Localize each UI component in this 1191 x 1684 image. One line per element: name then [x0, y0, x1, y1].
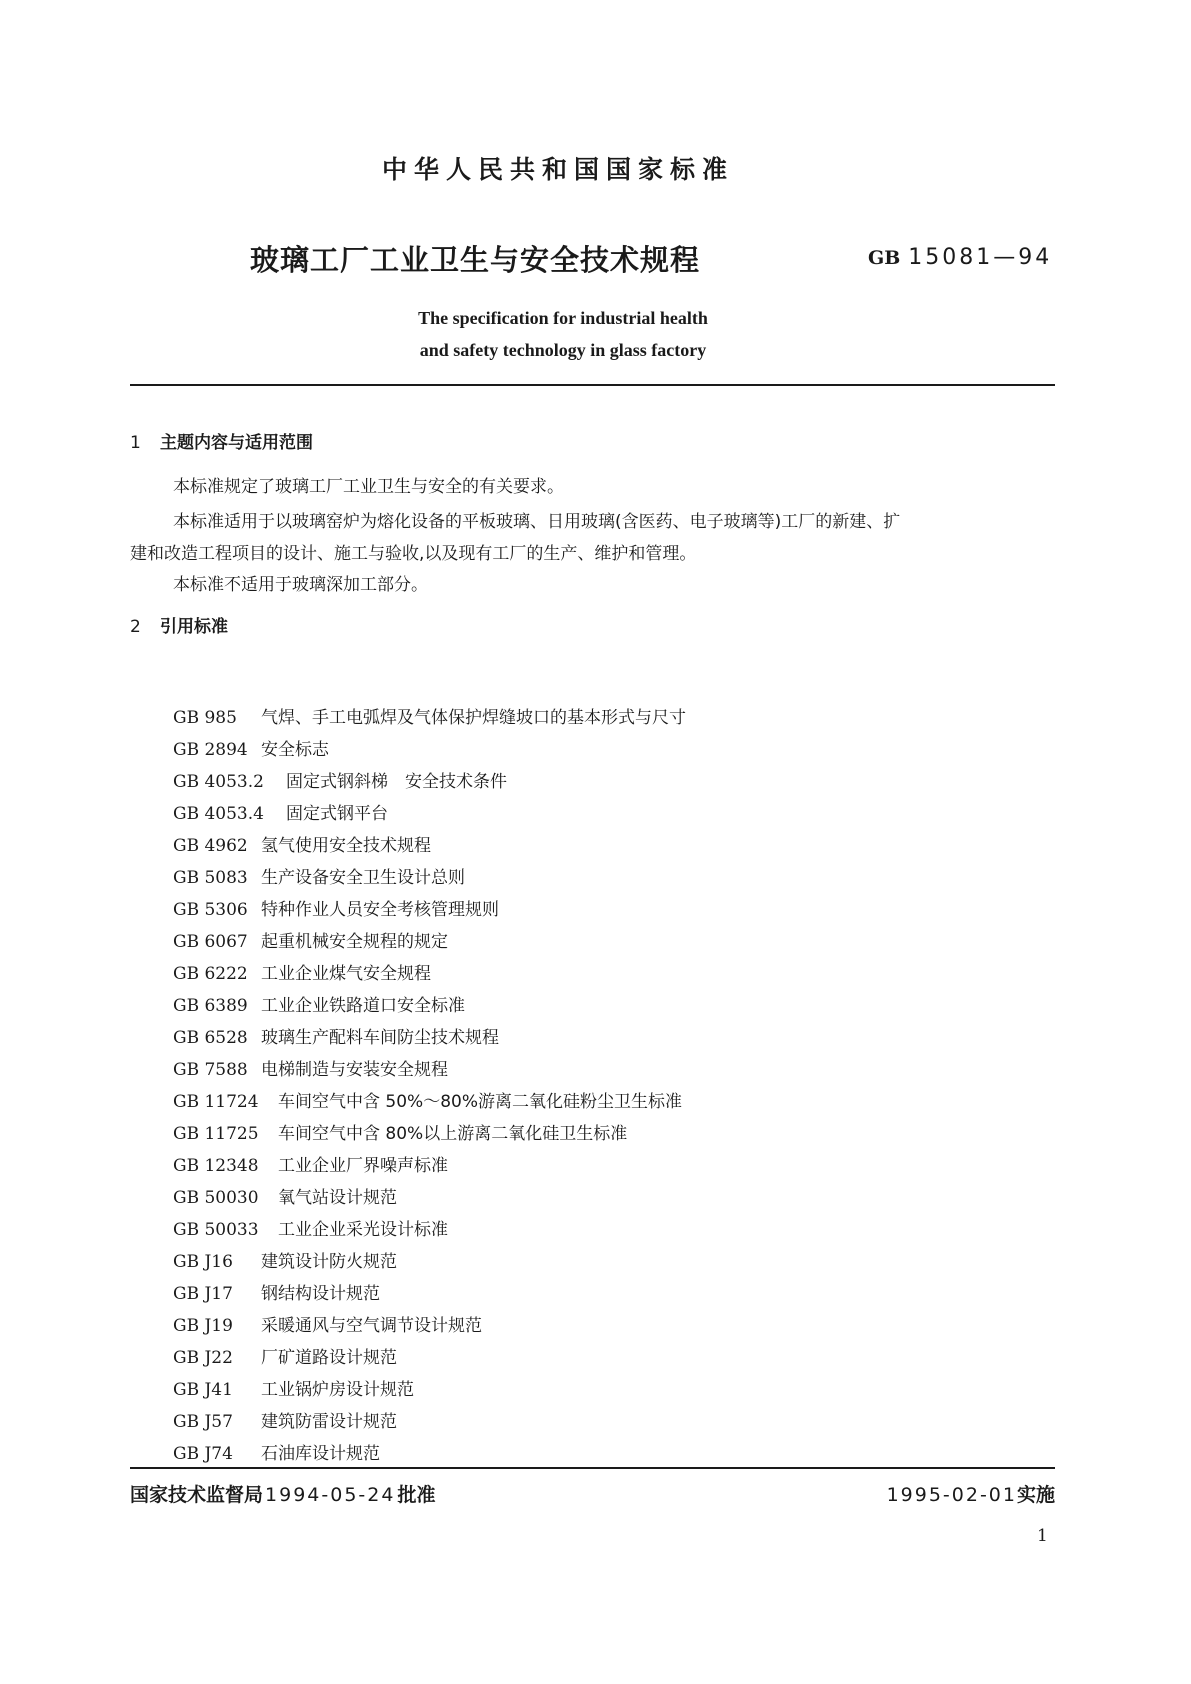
effective-label: 实施 [1016, 1484, 1055, 1506]
header-divider [130, 384, 1055, 386]
reference-item [173, 1182, 686, 1214]
reference-code: GB 4053.2 [173, 772, 264, 792]
reference-item [173, 1438, 686, 1470]
reference-title: 采暖通风与空气调节设计规范 [261, 1316, 482, 1336]
reference-title: 玻璃生产配料车间防尘技术规程 [261, 1028, 499, 1048]
reference-title: 氧气站设计规范 [278, 1188, 397, 1208]
reference-title: 电梯制造与安装安全规程 [261, 1060, 448, 1080]
reference-item [173, 926, 686, 958]
reference-title: 厂矿道路设计规范 [261, 1348, 397, 1368]
reference-item [173, 1310, 686, 1342]
approval-date: 1994-05-24 [265, 1484, 396, 1506]
reference-item [173, 1086, 686, 1118]
reference-title: 特种作业人员安全考核管理规则 [261, 900, 499, 920]
reference-title: 车间空气中含 50%～80%游离二氧化硅粉尘卫生标准 [278, 1092, 682, 1112]
reference-title: 氢气使用安全技术规程 [261, 836, 431, 856]
reference-item [173, 1054, 686, 1086]
reference-code: GB 6222 [173, 964, 248, 984]
reference-code: GB 985 [173, 708, 237, 728]
reference-title: 工业企业铁路道口安全标准 [261, 996, 465, 1016]
reference-title: 起重机械安全规程的规定 [261, 932, 448, 952]
approval-org: 国家技术监督局 [130, 1484, 264, 1506]
reference-code: GB J57 [173, 1412, 233, 1432]
reference-item [173, 1406, 686, 1438]
title-en-line-1: The specification for industrial health [418, 308, 708, 328]
reference-title: 工业企业厂界噪声标准 [278, 1156, 448, 1176]
section-1-para-3: 本标准不适用于玻璃深加工部分。 [173, 575, 428, 595]
reference-item [173, 1374, 686, 1406]
reference-code: GB J74 [173, 1444, 233, 1464]
reference-item [173, 798, 686, 830]
national-standard-heading: 中华人民共和国国家标准 [381, 155, 734, 184]
reference-code: GB J17 [173, 1284, 233, 1304]
section-2-number: 2 [130, 617, 141, 637]
approval-info [130, 1480, 435, 1507]
reference-code: GB 5306 [173, 900, 248, 920]
reference-item [173, 990, 686, 1022]
reference-code: GB J16 [173, 1252, 233, 1272]
reference-code: GB 7588 [173, 1060, 248, 1080]
reference-code: GB 5083 [173, 868, 248, 888]
reference-code: GB J22 [173, 1348, 233, 1368]
section-1-title: 主题内容与适用范围 [160, 433, 313, 453]
effective-info [887, 1480, 1055, 1507]
reference-item [173, 1246, 686, 1278]
reference-code: GB 6067 [173, 932, 248, 952]
reference-code: GB 4053.4 [173, 804, 264, 824]
reference-code: GB 6528 [173, 1028, 248, 1048]
reference-item [173, 830, 686, 862]
standard-code [868, 245, 1052, 270]
section-2-heading [130, 612, 228, 637]
reference-code: GB 50030 [173, 1188, 259, 1208]
section-2-title: 引用标准 [160, 617, 228, 637]
title-en-line-2: and safety technology in glass factory [419, 340, 707, 360]
reference-title: 车间空气中含 80%以上游离二氧化硅卫生标准 [278, 1124, 628, 1144]
effective-date: 1995-02-01 [886, 1484, 1017, 1506]
reference-item [173, 958, 686, 990]
section-1-number: 1 [130, 433, 141, 453]
footer-divider [130, 1467, 1055, 1469]
section-1-para-2-line-2: 建和改造工程项目的设计、施工与验收,以及现有工厂的生产、维护和管理。 [130, 544, 697, 564]
reference-title: 工业企业采光设计标准 [278, 1220, 448, 1240]
reference-title: 气焊、手工电弧焊及气体保护焊缝坡口的基本形式与尺寸 [261, 708, 686, 728]
section-1-para-1: 本标准规定了玻璃工厂工业卫生与安全的有关要求。 [173, 477, 564, 497]
reference-title: 工业锅炉房设计规范 [261, 1380, 414, 1400]
reference-item [173, 1118, 686, 1150]
standard-code-prefix: GB [868, 247, 901, 269]
reference-title: 建筑防雷设计规范 [261, 1412, 397, 1432]
reference-item [173, 894, 686, 926]
document-title-cn: 玻璃工厂工业卫生与安全技术规程 [250, 243, 701, 277]
reference-item [173, 862, 686, 894]
reference-title: 固定式钢斜梯 安全技术条件 [286, 772, 507, 792]
reference-title: 安全标志 [261, 740, 329, 760]
reference-item [173, 1150, 686, 1182]
reference-item [173, 766, 686, 798]
reference-code: GB 12348 [173, 1156, 259, 1176]
section-1-para-2-line-1: 本标准适用于以玻璃窑炉为熔化设备的平板玻璃、日用玻璃(含医药、电子玻璃等)工厂的新建、扩 [173, 512, 901, 532]
reference-code: GB 50033 [173, 1220, 259, 1240]
reference-item [173, 1278, 686, 1310]
document-title-en [0, 302, 1191, 366]
approval-label: 批准 [397, 1484, 436, 1506]
reference-item [173, 702, 686, 734]
reference-item [173, 734, 686, 766]
reference-title: 建筑设计防火规范 [261, 1252, 397, 1272]
reference-item [173, 1022, 686, 1054]
reference-list [173, 702, 686, 1470]
reference-title: 工业企业煤气安全规程 [261, 964, 431, 984]
reference-title: 石油库设计规范 [261, 1444, 380, 1464]
reference-code: GB 11724 [173, 1092, 259, 1112]
reference-code: GB 11725 [173, 1124, 259, 1144]
section-1-heading [130, 428, 313, 453]
reference-code: GB J41 [173, 1380, 233, 1400]
reference-code: GB 4962 [173, 836, 248, 856]
reference-item [173, 1342, 686, 1374]
page-number: 1 [1037, 1526, 1048, 1546]
reference-item [173, 1214, 686, 1246]
reference-title: 钢结构设计规范 [261, 1284, 380, 1304]
reference-title: 固定式钢平台 [286, 804, 388, 824]
reference-title: 生产设备安全卫生设计总则 [261, 868, 465, 888]
reference-code: GB 2894 [173, 740, 248, 760]
standard-code-number: 15081—94 [908, 245, 1053, 270]
reference-code: GB 6389 [173, 996, 248, 1016]
reference-code: GB J19 [173, 1316, 233, 1336]
